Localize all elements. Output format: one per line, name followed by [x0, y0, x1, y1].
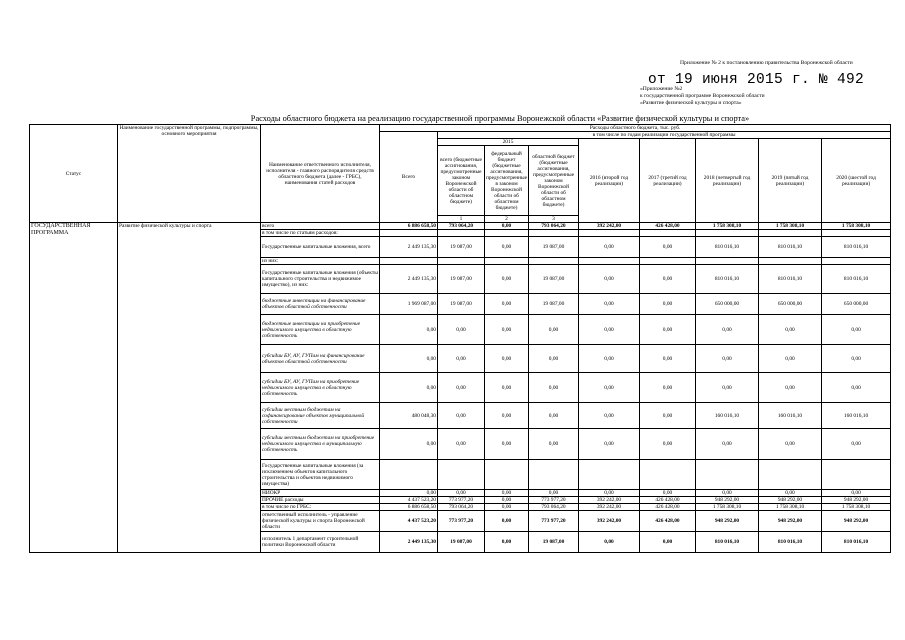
value-cell [529, 460, 579, 490]
value-cell: 948 292,00 [759, 511, 822, 532]
annex-header: Приложение № 2 к постановлению правительства Воронежской области [680, 60, 853, 66]
row-label: Государственные капитальные вложения (за исключением объектов капитального строительства и объектов недвижимого имущества) [261, 460, 380, 490]
value-cell: 4 437 523,20 [380, 511, 438, 532]
value-cell: 0,00 [485, 504, 529, 511]
value-cell: 0,00 [380, 429, 438, 460]
program-name-cell: Развитие физической культуры и спорта [118, 223, 261, 553]
value-cell: 0,00 [380, 490, 438, 497]
row-label: в том числе по статьям расходов: [261, 230, 380, 237]
row-label: Государственные капитальные вложения (объекты капитального строительства и недвижимое имущество), из них: [261, 265, 380, 294]
value-cell: 19 087,00 [438, 532, 485, 553]
value-cell: 4 437 523,20 [380, 497, 438, 504]
value-cell: 948 292,00 [822, 511, 891, 532]
value-cell: 948 292,00 [696, 497, 759, 504]
value-cell: 0,00 [485, 265, 529, 294]
row-label: ПРОЧИЕ расходы [261, 497, 380, 504]
value-cell: 0,00 [759, 490, 822, 497]
value-cell: 0,00 [529, 373, 579, 403]
value-cell: 810 016,10 [696, 237, 759, 258]
row-label: ответственный исполнитель - управление физической культуры и спорта Воронежской области [261, 511, 380, 532]
value-cell: 6 886 658,50 [380, 504, 438, 511]
value-cell [438, 460, 485, 490]
value-cell: 0,00 [579, 265, 640, 294]
value-cell: 0,00 [485, 373, 529, 403]
value-cell: 0,00 [640, 532, 696, 553]
table-row [30, 223, 891, 230]
order-date-number: от 19 июня 2015 г. № 492 [648, 72, 865, 88]
value-cell: 1 758 308,10 [759, 223, 822, 230]
value-cell: 0,00 [485, 403, 529, 429]
value-cell: 0,00 [438, 373, 485, 403]
value-cell: 0,00 [579, 237, 640, 258]
value-cell: 948 292,00 [822, 497, 891, 504]
value-cell: 0,00 [759, 345, 822, 373]
value-cell: 392 242,00 [579, 497, 640, 504]
value-cell [380, 460, 438, 490]
header-2016: 2016 (второй год реализации) [579, 139, 640, 223]
value-cell: 0,00 [822, 429, 891, 460]
value-cell: 0,00 [696, 429, 759, 460]
value-cell: 773 977,20 [529, 497, 579, 504]
value-cell [640, 258, 696, 265]
value-cell: 948 292,00 [696, 511, 759, 532]
value-cell: 0,00 [485, 345, 529, 373]
value-cell: 0,00 [529, 403, 579, 429]
row-label: субсидии местным бюджетам на приобретение недвижимого имущества в муниципальную собственность [261, 429, 380, 460]
value-cell [579, 258, 640, 265]
value-cell: 19 087,00 [529, 294, 579, 315]
value-cell: 0,00 [822, 345, 891, 373]
header-2019: 2019 (пятый год реализации) [759, 139, 822, 223]
value-cell: 1 758 308,10 [822, 504, 891, 511]
value-cell [696, 230, 759, 237]
value-cell: 1 969 087,00 [380, 294, 438, 315]
value-cell: 0,00 [485, 511, 529, 532]
value-cell: 0,00 [529, 345, 579, 373]
header-2015: 2015 [438, 139, 579, 146]
row-label: в том числе по ГРБС: [261, 504, 380, 511]
value-cell [529, 230, 579, 237]
value-cell: 392 242,00 [579, 223, 640, 230]
value-cell [380, 258, 438, 265]
header-2015-federal: федеральный бюджет (бюджетные ассигнования, предусмотренные в законом Воронежской области об областном бюджете) [485, 146, 529, 216]
value-cell: 1 758 308,10 [822, 223, 891, 230]
value-cell: 0,00 [822, 315, 891, 345]
row-label: всего [261, 223, 380, 230]
row-label: исполнитель 1 департамент строительной политики Воронежской области [261, 532, 380, 553]
value-cell: 0,00 [380, 315, 438, 345]
value-cell: 0,00 [640, 429, 696, 460]
value-cell: 0,00 [485, 315, 529, 345]
row-label: субсидии местным бюджетам на софинансирование объектов муниципальной собственности [261, 403, 380, 429]
annex-sub-line-2: к государственной программе Воронежской области [640, 93, 765, 99]
value-cell: 0,00 [438, 490, 485, 497]
value-cell: 2 449 135,30 [380, 532, 438, 553]
value-cell: 773 977,20 [529, 511, 579, 532]
value-cell: 948 292,00 [759, 497, 822, 504]
value-cell: 810 016,10 [822, 237, 891, 258]
value-cell: 810 016,10 [696, 532, 759, 553]
value-cell: 0,00 [579, 294, 640, 315]
value-cell: 0,00 [696, 345, 759, 373]
document-title: Расходы областного бюджета на реализацию государственной программы Воронежской области «Развитие физической культуры и спорта» [250, 114, 750, 123]
value-cell: 19 087,00 [529, 532, 579, 553]
value-cell: 2 449 135,30 [380, 265, 438, 294]
value-cell: 2 449 135,30 [380, 237, 438, 258]
value-cell: 0,00 [579, 490, 640, 497]
value-cell: 793 064,20 [438, 504, 485, 511]
value-cell: 1 758 308,10 [759, 504, 822, 511]
value-cell: 0,00 [380, 373, 438, 403]
value-cell: 19 087,00 [438, 294, 485, 315]
value-cell: 0,00 [640, 294, 696, 315]
value-cell: 0,00 [822, 490, 891, 497]
value-cell: 793 064,20 [529, 223, 579, 230]
value-cell [696, 258, 759, 265]
value-cell: 19 087,00 [529, 237, 579, 258]
value-cell: 0,00 [438, 429, 485, 460]
header-grbs-name: Наименование ответственного исполнителя, исполнителя - главного распорядителя средств областного бюджета (далее - ГРБС), наименования статей расходов [261, 125, 380, 223]
value-cell: 0,00 [640, 315, 696, 345]
value-cell: 0,00 [529, 315, 579, 345]
value-cell: 0,00 [485, 429, 529, 460]
value-cell: 19 087,00 [438, 265, 485, 294]
value-cell: 0,00 [640, 403, 696, 429]
value-cell: 810 016,10 [759, 532, 822, 553]
value-cell: 0,00 [640, 490, 696, 497]
value-cell: 1 758 308,10 [696, 504, 759, 511]
value-cell: 650 000,00 [759, 294, 822, 315]
value-cell: 0,00 [529, 490, 579, 497]
column-number: 2 [485, 216, 529, 223]
value-cell [579, 460, 640, 490]
value-cell: 160 016,10 [822, 403, 891, 429]
value-cell: 0,00 [438, 315, 485, 345]
value-cell: 0,00 [640, 373, 696, 403]
row-label: из них: [261, 258, 380, 265]
value-cell [759, 460, 822, 490]
value-cell: 0,00 [640, 237, 696, 258]
value-cell: 793 064,20 [438, 223, 485, 230]
value-cell: 0,00 [485, 223, 529, 230]
value-cell [640, 460, 696, 490]
value-cell: 0,00 [759, 373, 822, 403]
value-cell: 0,00 [579, 345, 640, 373]
header-program-name: Наименование государственной программы, подпрограммы, основного мероприятия [118, 125, 261, 223]
value-cell: 810 016,10 [759, 237, 822, 258]
value-cell: 0,00 [485, 532, 529, 553]
row-label: Государственные капитальные вложения, всего [261, 237, 380, 258]
annex-subheader [640, 86, 900, 107]
value-cell: 0,00 [485, 237, 529, 258]
row-label: субсидии БУ, АУ, ГУПам на приобретение недвижимого имущества в областную собственность [261, 373, 380, 403]
value-cell [380, 230, 438, 237]
header-budget-group: Расходы областного бюджета, тыс. руб. [380, 125, 891, 132]
value-cell: 0,00 [380, 345, 438, 373]
value-cell: 650 000,00 [696, 294, 759, 315]
value-cell [822, 460, 891, 490]
value-cell: 0,00 [579, 403, 640, 429]
value-cell: 426 428,00 [640, 504, 696, 511]
value-cell [759, 258, 822, 265]
value-cell: 810 016,10 [822, 532, 891, 553]
value-cell [696, 460, 759, 490]
value-cell [640, 230, 696, 237]
header-by-years: в том числе по годам реализации государственной программы [438, 132, 891, 139]
value-cell [579, 230, 640, 237]
value-cell: 0,00 [759, 315, 822, 345]
value-cell [438, 230, 485, 237]
value-cell: 0,00 [579, 532, 640, 553]
row-label: бюджетные инвестиции на финансирование объектов областной собственности [261, 294, 380, 315]
value-cell [822, 258, 891, 265]
status-cell: ГОСУДАРСТВЕННАЯ ПРОГРАММА [30, 223, 118, 553]
value-cell: 810 016,10 [696, 265, 759, 294]
value-cell [438, 258, 485, 265]
header-2018: 2018 (четвертый год реализации) [696, 139, 759, 223]
value-cell [485, 460, 529, 490]
value-cell: 0,00 [485, 294, 529, 315]
column-number: 1 [438, 216, 485, 223]
value-cell: 0,00 [485, 497, 529, 504]
value-cell: 773 977,20 [438, 497, 485, 504]
value-cell: 0,00 [696, 315, 759, 345]
value-cell: 0,00 [579, 315, 640, 345]
value-cell: 1 758 308,10 [696, 223, 759, 230]
header-total: Всего [380, 132, 438, 223]
value-cell: 0,00 [438, 403, 485, 429]
value-cell: 6 886 658,50 [380, 223, 438, 230]
value-cell: 0,00 [640, 265, 696, 294]
expenditure-table [29, 124, 891, 553]
row-label: бюджетные инвестиции на приобретение недвижимого имущества в областную собственность [261, 315, 380, 345]
value-cell: 0,00 [438, 345, 485, 373]
header-2015-regional: областной бюджет (бюджетные ассигнования, предусмотренные законом Воронежской области об областном бюджете) [529, 146, 579, 216]
value-cell: 426 428,00 [640, 497, 696, 504]
row-label: НИОКР [261, 490, 380, 497]
header-2015-total: всего (бюджетные ассигнования, предусмотренные законом Воронежской области об областном бюджете) [438, 146, 485, 216]
value-cell: 19 087,00 [529, 265, 579, 294]
header-status: Статус [30, 125, 118, 223]
value-cell: 392 242,00 [579, 511, 640, 532]
value-cell: 160 016,10 [759, 403, 822, 429]
value-cell: 793 064,20 [529, 504, 579, 511]
row-label: субсидии БУ, АУ, ГУПам на финансирование объектов областной собственности [261, 345, 380, 373]
value-cell: 0,00 [485, 490, 529, 497]
value-cell: 480 048,30 [380, 403, 438, 429]
value-cell: 0,00 [579, 373, 640, 403]
value-cell [485, 230, 529, 237]
value-cell: 0,00 [640, 345, 696, 373]
value-cell [485, 258, 529, 265]
value-cell: 392 242,00 [579, 504, 640, 511]
value-cell: 810 016,10 [759, 265, 822, 294]
value-cell [759, 230, 822, 237]
value-cell [822, 230, 891, 237]
value-cell [529, 258, 579, 265]
value-cell: 160 016,10 [696, 403, 759, 429]
value-cell: 810 016,10 [822, 265, 891, 294]
value-cell: 0,00 [529, 429, 579, 460]
value-cell: 426 428,00 [640, 511, 696, 532]
header-2017: 2017 (третий год реализации) [640, 139, 696, 223]
value-cell: 426 428,00 [640, 223, 696, 230]
header-2020: 2020 (шестой год реализации) [822, 139, 891, 223]
value-cell: 0,00 [579, 429, 640, 460]
value-cell: 19 087,00 [438, 237, 485, 258]
value-cell: 0,00 [696, 373, 759, 403]
annex-sub-line-1: «Приложение №2 [640, 86, 683, 92]
value-cell: 0,00 [759, 429, 822, 460]
annex-sub-line-3: «Развитие физической культуры и спорта» [640, 100, 742, 106]
column-number: 3 [529, 216, 579, 223]
value-cell: 773 977,20 [438, 511, 485, 532]
value-cell: 0,00 [822, 373, 891, 403]
value-cell: 650 000,00 [822, 294, 891, 315]
value-cell: 0,00 [696, 490, 759, 497]
